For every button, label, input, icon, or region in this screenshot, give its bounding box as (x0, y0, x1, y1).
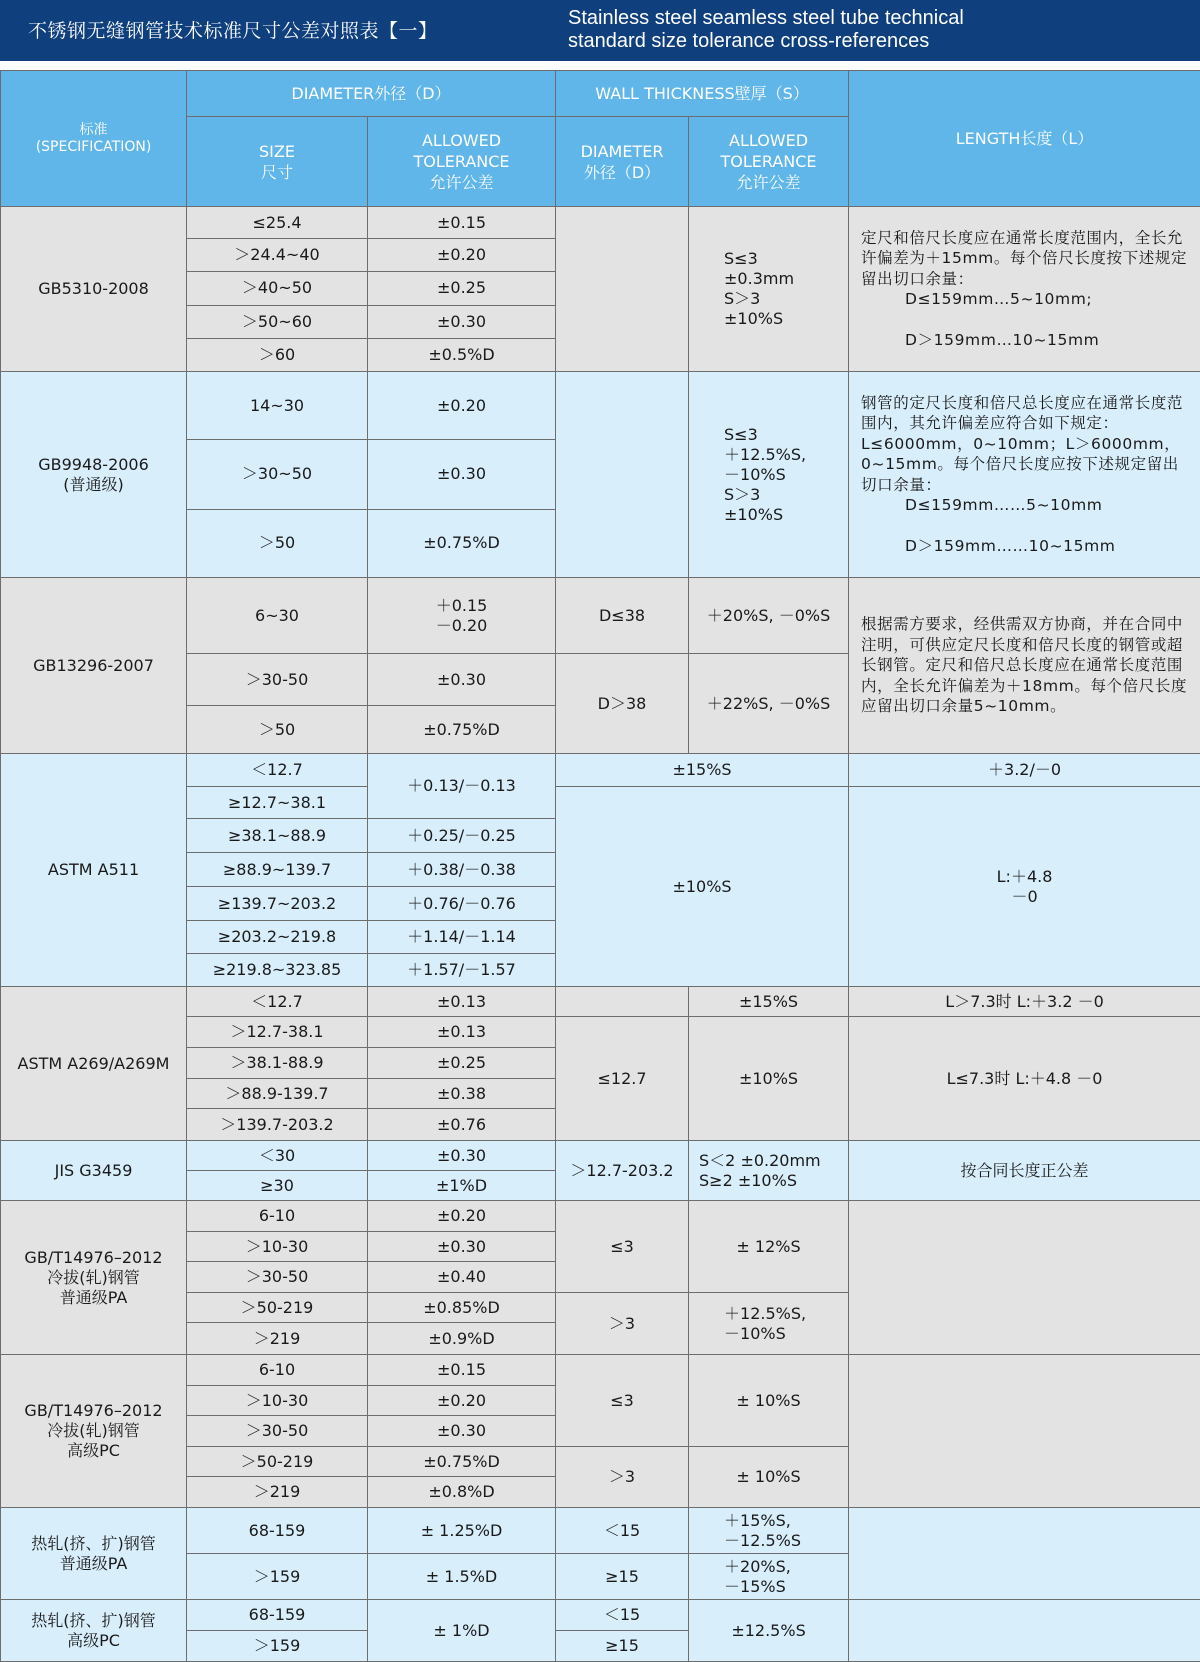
spec-name: GB13296-2007 (1, 578, 187, 754)
size-cell: ≥139.7~203.2 (187, 887, 368, 921)
spec-name: JIS G3459 (1, 1141, 187, 1201)
size-cell: ＞50 (187, 706, 368, 754)
size-cell: ≥203.2~219.8 (187, 921, 368, 954)
wall-tolerance-cell: ±10%S (689, 1017, 849, 1141)
header-length: LENGTH长度（L） (849, 71, 1200, 207)
tolerance-cell: ±0.13 (368, 1017, 556, 1048)
tolerance-cell: ± 1.5%D (368, 1554, 556, 1600)
size-cell: ≥30 (187, 1171, 368, 1201)
size-cell: ≥12.7~38.1 (187, 787, 368, 819)
size-cell: 6-10 (187, 1201, 368, 1232)
wall-diameter-cell: ＞12.7-203.2 (556, 1141, 689, 1201)
spec-name: ASTM A511 (1, 754, 187, 987)
size-cell: ＜12.7 (187, 987, 368, 1017)
size-cell: ≥219.8~323.85 (187, 954, 368, 987)
tolerance-cell: ±0.30 (368, 440, 556, 509)
wall-tolerance-cell: ＋20%S, －0%S (689, 578, 849, 654)
wall-diameter-cell: ≥15 (556, 1631, 689, 1662)
tolerance-cell: ＋0.76/－0.76 (368, 887, 556, 921)
tolerance-cell: ＋0.15 －0.20 (368, 578, 556, 654)
wall-tolerance-cell: S≤3 ＋12.5%S, －10%S S＞3 ±10%S (689, 372, 849, 578)
size-cell: ＞60 (187, 338, 368, 371)
size-cell: ＞139.7-203.2 (187, 1109, 368, 1141)
spec-name: GB9948-2006 (普通级) (1, 372, 187, 578)
tolerance-cell: ±0.75%D (368, 706, 556, 754)
tolerance-cell: ＋0.25/－0.25 (368, 819, 556, 853)
length-cell: L:＋4.8 －0 (849, 787, 1200, 987)
title-english (568, 7, 964, 53)
header-diameter: DIAMETER外径（D） (187, 71, 556, 117)
wall-tolerance-cell: S＜2 ±0.20mm S≥2 ±10%S (689, 1141, 849, 1201)
title-english-line-1: Stainless steel seamless steel tube technical (568, 7, 964, 30)
size-cell: ＞12.7-38.1 (187, 1017, 368, 1048)
wall-diameter-cell: D≤38 (556, 578, 689, 654)
length-note (849, 372, 1200, 578)
tolerance-cell: ±0.9%D (368, 1323, 556, 1355)
tolerance-cell: ±0.75%D (368, 1447, 556, 1477)
size-cell: ＞50 (187, 509, 368, 577)
size-cell: 6-10 (187, 1355, 368, 1386)
size-cell: ＞159 (187, 1631, 368, 1662)
table-row (1, 1201, 1200, 1232)
length-note: 根据需方要求，经供需双方协商，并在合同中注明，可供应定尺长度和倍尺长度的钢管或超长钢管。定尺和倍尺总长度应在通常长度范围内，全长允许偏差为＋18mm。每个倍尺长度应留出切口余量5~10mm。 (849, 578, 1200, 754)
size-cell: ＞30-50 (187, 654, 368, 706)
spec-name: 热轧(挤、扩)钢管 高级PC (1, 1600, 187, 1662)
tolerance-cell: ±0.85%D (368, 1293, 556, 1323)
size-cell: 68-159 (187, 1508, 368, 1554)
spec-name: GB/T14976–2012 冷拔(轧)钢管 普通级PA (1, 1201, 187, 1355)
size-cell: ＞10-30 (187, 1232, 368, 1262)
size-cell: ≤25.4 (187, 207, 368, 239)
tolerance-cell: ±0.30 (368, 1232, 556, 1262)
wall-tolerance-cell: ± 10%S (689, 1447, 849, 1508)
length-cell: L≤7.3时 L:＋4.8 －0 (849, 1017, 1200, 1141)
tolerance-cell: ±0.40 (368, 1262, 556, 1293)
header-wall-diameter: DIAMETER 外径（D） (556, 117, 689, 207)
table-row (1, 1508, 1200, 1554)
table-row (1, 1600, 1200, 1631)
length-note-line: D≤159mm……5~10mm (861, 495, 1192, 516)
spec-name: GB/T14976–2012 冷拔(轧)钢管 高级PC (1, 1355, 187, 1508)
length-cell: ＋3.2/－0 (849, 754, 1200, 787)
tolerance-cell: ±0.20 (368, 239, 556, 272)
tolerance-cell: ±0.38 (368, 1079, 556, 1109)
wall-tolerance-cell: ±10%S (556, 787, 849, 987)
size-cell: ＞50~60 (187, 305, 368, 338)
tolerance-cell: ＋0.38/－0.38 (368, 853, 556, 887)
tolerance-cell: ± 1%D (368, 1600, 556, 1662)
size-cell: ＞219 (187, 1323, 368, 1355)
header-allowed-tolerance: ALLOWED TOLERANCE 允许公差 (368, 117, 556, 207)
tolerance-cell: ±0.15 (368, 1355, 556, 1386)
size-cell: ＞30-50 (187, 1262, 368, 1293)
length-note (849, 207, 1200, 372)
tolerance-cell: ±0.8%D (368, 1477, 556, 1508)
table-row (1, 1141, 1200, 1171)
size-cell: ＜30 (187, 1141, 368, 1171)
header-specification: 标准 (SPECIFICATION) (1, 71, 187, 207)
length-note-text: 钢管的定尺长度和倍尺总长度应在通常长度范围内，其允许偏差应符合如下规定：L≤6000mm，0~10mm；L＞6000mm，0~15mm。每个倍尺长度应按下述规定留出切口余量： (861, 394, 1183, 494)
tolerance-table (0, 70, 1200, 1662)
length-cell (849, 1600, 1200, 1662)
size-cell: ＞50-219 (187, 1447, 368, 1477)
title-chinese: 不锈钢无缝钢管技术标准尺寸公差对照表【一】 (28, 16, 438, 43)
size-cell: ＞40~50 (187, 272, 368, 305)
tolerance-cell: ±0.30 (368, 305, 556, 338)
title-english-line-2: standard size tolerance cross-references (568, 30, 964, 53)
tolerance-cell: ±0.25 (368, 272, 556, 305)
wall-diameter-cell: ≤3 (556, 1201, 689, 1293)
length-note-line: D≤159mm…5~10mm; (861, 289, 1192, 310)
tolerance-cell: ±0.20 (368, 1201, 556, 1232)
table-row (1, 1355, 1200, 1386)
size-cell: ＞30~50 (187, 440, 368, 509)
size-cell: ≥88.9~139.7 (187, 853, 368, 887)
header-size: SIZE 尺寸 (187, 117, 368, 207)
size-cell: ＞10-30 (187, 1386, 368, 1416)
tolerance-cell: ±0.75%D (368, 509, 556, 577)
wall-diameter-cell (556, 207, 689, 372)
wall-diameter-cell (556, 372, 689, 578)
table-row (1, 372, 1200, 440)
wall-tolerance-cell: ± 12%S (689, 1201, 849, 1293)
wall-tolerance-cell: S≤3 ±0.3mm S＞3 ±10%S (689, 207, 849, 372)
wall-diameter-cell: ＞3 (556, 1293, 689, 1355)
tolerance-cell: ±0.20 (368, 1386, 556, 1416)
tolerance-cell: ±0.30 (368, 654, 556, 706)
wall-diameter-cell: ≤12.7 (556, 1017, 689, 1141)
size-cell: ≥38.1~88.9 (187, 819, 368, 853)
wall-tolerance-cell: ＋12.5%S, －10%S (689, 1293, 849, 1355)
length-cell: 按合同长度正公差 (849, 1141, 1200, 1201)
length-cell: L＞7.3时 L:＋3.2 －0 (849, 987, 1200, 1017)
wall-diameter-cell: ＜15 (556, 1600, 689, 1631)
wall-tolerance-cell: ±15%S (556, 754, 849, 787)
header-banner (0, 0, 1200, 61)
tolerance-cell: ±0.76 (368, 1109, 556, 1141)
spec-name: GB5310-2008 (1, 207, 187, 372)
size-cell: ＞38.1-88.9 (187, 1048, 368, 1079)
spec-name: 热轧(挤、扩)钢管 普通级PA (1, 1508, 187, 1600)
tolerance-cell: ±1%D (368, 1171, 556, 1201)
tolerance-cell: ±0.25 (368, 1048, 556, 1079)
size-cell: ＞219 (187, 1477, 368, 1508)
wall-diameter-cell: D＞38 (556, 654, 689, 754)
length-cell (849, 1201, 1200, 1355)
table-row (1, 987, 1200, 1017)
wall-tolerance-cell: ±12.5%S (689, 1600, 849, 1662)
length-cell (849, 1508, 1200, 1600)
size-cell: ＞30-50 (187, 1416, 368, 1447)
table-row (1, 578, 1200, 618)
table-row (1, 207, 1200, 239)
wall-diameter-cell: ＞3 (556, 1447, 689, 1508)
size-cell: ＞50-219 (187, 1293, 368, 1323)
length-note-text: 定尺和倍尺长度应在通常长度范围内，全长允许偏差为＋15mm。每个倍尺长度按下述规定留出切口余量： (861, 229, 1187, 288)
tolerance-cell: ±0.30 (368, 1141, 556, 1171)
tolerance-cell: ±0.5%D (368, 338, 556, 371)
tolerance-cell: ＋0.13/－0.13 (368, 754, 556, 819)
wall-diameter-cell: ＜15 (556, 1508, 689, 1554)
table-row (1, 754, 1200, 787)
size-cell: 14~30 (187, 372, 368, 440)
tolerance-cell: ±0.20 (368, 372, 556, 440)
wall-tolerance-cell: ±15%S (689, 987, 849, 1017)
wall-tolerance-cell: ± 10%S (689, 1355, 849, 1447)
header-wall-allowed-tolerance: ALLOWED TOLERANCE 允许公差 (689, 117, 849, 207)
tolerance-cell: ＋1.57/－1.57 (368, 954, 556, 987)
length-cell (849, 1355, 1200, 1508)
wall-diameter-cell (556, 987, 689, 1017)
tolerance-cell: ±0.30 (368, 1416, 556, 1447)
tolerance-cell: ＋1.14/－1.14 (368, 921, 556, 954)
size-cell: 6~30 (187, 578, 368, 654)
wall-tolerance-cell: ＋20%S, －15%S (689, 1554, 849, 1600)
spec-name: ASTM A269/A269M (1, 987, 187, 1141)
wall-diameter-cell: ≥15 (556, 1554, 689, 1600)
wall-tolerance-cell: ＋15%S, －12.5%S (689, 1508, 849, 1554)
size-cell: ＜12.7 (187, 754, 368, 787)
tolerance-cell: ±0.13 (368, 987, 556, 1017)
size-cell: ＞159 (187, 1554, 368, 1600)
length-note-line: D＞159mm…10~15mm (861, 330, 1192, 351)
wall-tolerance-cell: ＋22%S, －0%S (689, 654, 849, 754)
length-note-line: D＞159mm……10~15mm (861, 536, 1192, 557)
size-cell: 68-159 (187, 1600, 368, 1631)
size-cell: ＞24.4~40 (187, 239, 368, 272)
wall-diameter-cell: ≤3 (556, 1355, 689, 1447)
tolerance-cell: ± 1.25%D (368, 1508, 556, 1554)
tolerance-cell: ±0.15 (368, 207, 556, 239)
header-wall-thickness: WALL THICKNESS壁厚（S） (556, 71, 849, 117)
size-cell: ＞88.9-139.7 (187, 1079, 368, 1109)
